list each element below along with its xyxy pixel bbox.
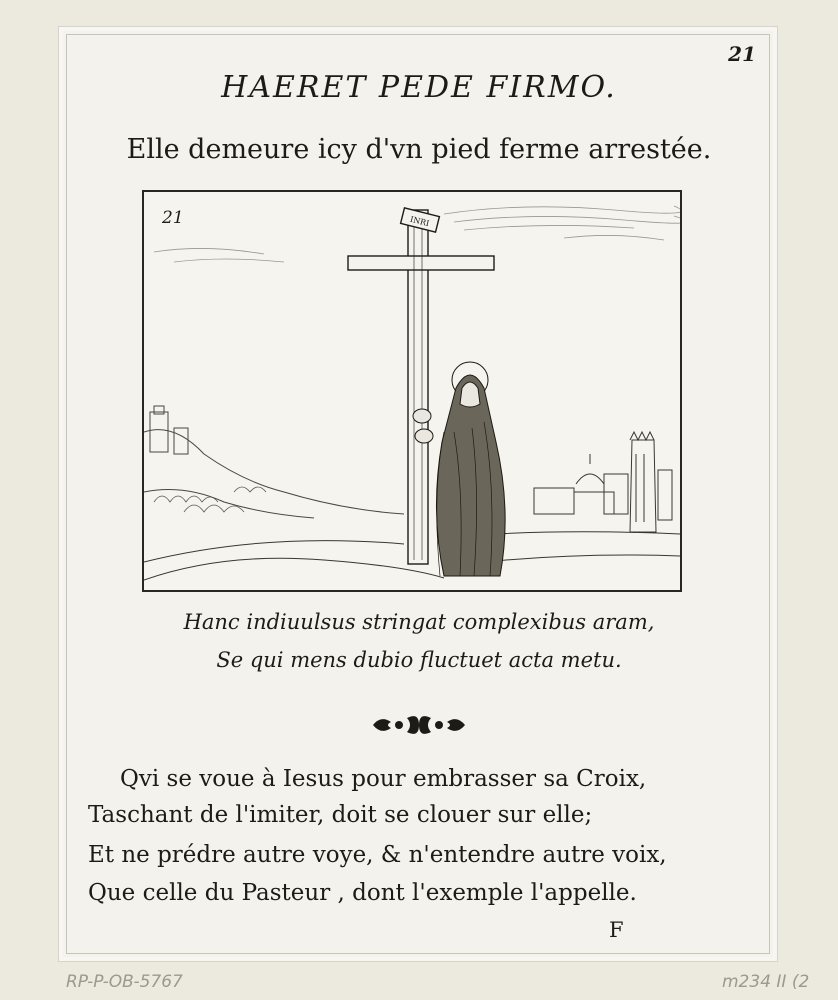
verse-line-3: Et ne prédre autre voye, & n'entendre autre voix, xyxy=(88,842,667,868)
page-number: 21 xyxy=(728,42,756,66)
emblem-motto: HAERET PEDE FIRMO. xyxy=(221,70,617,105)
signature-mark: F xyxy=(609,918,624,942)
cross-titulus: INRI xyxy=(409,214,431,229)
left-hill xyxy=(144,406,404,518)
verse-line-4: Que celle du Pasteur , dont l'exemple l'appelle. xyxy=(88,880,637,906)
catalogue-note: m234 II (2 xyxy=(722,972,810,992)
inventory-number: RP-P-OB-5767 xyxy=(66,972,183,992)
engraving-illustration xyxy=(144,192,680,590)
verse-line-2: Taschant de l'imiter, doit se clouer sur elle; xyxy=(88,802,593,828)
french-subtitle: Elle demeure icy d'vn pied ferme arrestée. xyxy=(126,134,712,165)
right-city xyxy=(534,432,672,532)
engraving-image xyxy=(142,190,682,592)
latin-line-2: Se qui mens dubio fluctuet acta metu. xyxy=(216,648,622,672)
latin-line-1: Hanc indiuulsus stringat complexibus aram, xyxy=(183,610,655,634)
fleuron-ornament-icon xyxy=(369,710,469,740)
plate-number: 21 xyxy=(162,208,184,228)
verse-line-1: Qvi se voue à Iesus pour embrasser sa Croix, xyxy=(120,766,647,792)
